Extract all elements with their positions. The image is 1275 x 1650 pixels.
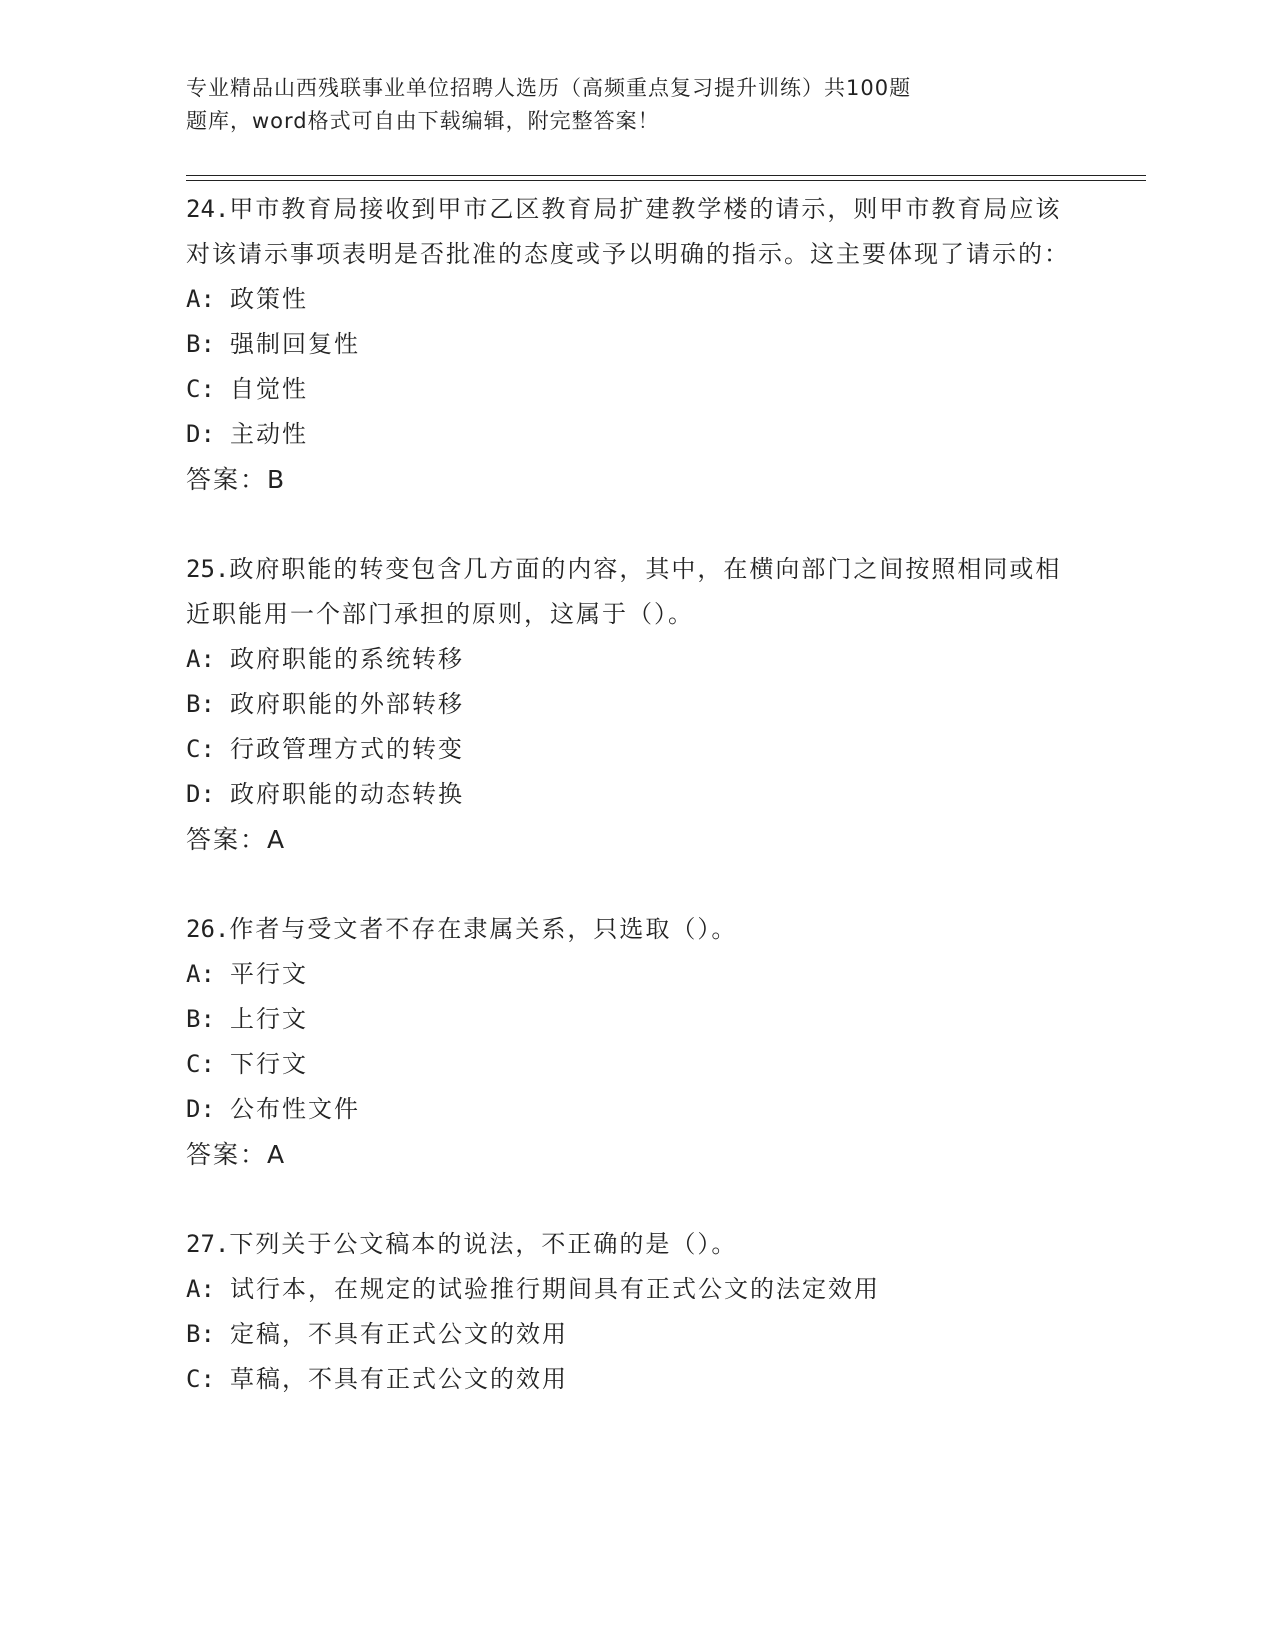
question-stem: [186, 187, 1086, 277]
option-text: 上行文: [230, 1005, 308, 1033]
option-text: 下行文: [230, 1050, 308, 1078]
option-letter: D:: [186, 420, 215, 448]
option-b: [186, 1312, 1086, 1357]
option-letter: B:: [186, 330, 215, 358]
option-a: [186, 952, 1086, 997]
option-d: [186, 412, 1086, 457]
question-24: [186, 187, 1086, 502]
option-letter: B:: [186, 1320, 215, 1348]
header-divider-top: [186, 175, 1146, 176]
header-line-2: 题库，word格式可自由下载编辑，附完整答案！: [186, 109, 660, 133]
question-text: 下列关于公文稿本的说法，不正确的是（）。: [229, 1230, 738, 1258]
question-number: 26.: [186, 915, 230, 943]
option-text: 行政管理方式的转变: [230, 735, 464, 763]
option-letter: A:: [186, 1275, 215, 1303]
option-letter: B:: [186, 690, 215, 718]
option-letter: D:: [186, 780, 215, 808]
option-b: [186, 322, 1086, 367]
option-text: 定稿，不具有正式公文的效用: [230, 1320, 568, 1348]
question-stem: [186, 907, 1086, 952]
option-text: 政策性: [230, 285, 308, 313]
option-b: [186, 682, 1086, 727]
option-text: 试行本，在规定的试验推行期间具有正式公文的法定效用: [230, 1275, 880, 1303]
option-letter: C:: [186, 1050, 215, 1078]
option-letter: A:: [186, 645, 215, 673]
document-header: [186, 72, 1106, 138]
answer-line: 答案：A: [186, 825, 287, 854]
question-text: 政府职能的转变包含几方面的内容，其中，在横向部门之间按照相同或相近职能用一个部门承担的原则，这属于（）。: [186, 555, 1062, 628]
question-number: 24.: [186, 195, 230, 223]
answer-line: 答案：B: [186, 465, 287, 494]
option-text: 平行文: [230, 960, 308, 988]
option-c: [186, 1357, 1086, 1402]
option-text: 公布性文件: [230, 1095, 360, 1123]
question-27: [186, 1222, 1086, 1402]
option-c: [186, 367, 1086, 412]
option-d: [186, 1087, 1086, 1132]
question-26: [186, 907, 1086, 1177]
option-text: 政府职能的外部转移: [230, 690, 464, 718]
option-text: 主动性: [230, 420, 308, 448]
question-list: [186, 187, 1086, 1402]
option-letter: C:: [186, 1365, 215, 1393]
option-c: [186, 727, 1086, 772]
option-a: [186, 637, 1086, 682]
option-d: [186, 772, 1086, 817]
option-text: 自觉性: [230, 375, 308, 403]
option-a: [186, 277, 1086, 322]
header-line-1: 专业精品山西残联事业单位招聘人选历（高频重点复习提升训练）共100题: [186, 76, 912, 100]
option-letter: C:: [186, 735, 215, 763]
option-text: 政府职能的系统转移: [230, 645, 464, 673]
option-b: [186, 997, 1086, 1042]
answer-line: 答案：A: [186, 1140, 287, 1169]
option-letter: D:: [186, 1095, 215, 1123]
question-number: 27.: [186, 1230, 230, 1258]
question-text: 作者与受文者不存在隶属关系，只选取（）。: [229, 915, 738, 943]
question-number: 25.: [186, 555, 230, 583]
option-text: 强制回复性: [230, 330, 360, 358]
option-letter: A:: [186, 285, 215, 313]
option-a: [186, 1267, 1086, 1312]
question-stem: [186, 547, 1086, 637]
header-divider-bottom: [186, 180, 1146, 181]
option-letter: A:: [186, 960, 215, 988]
question-stem: [186, 1222, 1086, 1267]
question-25: [186, 547, 1086, 862]
option-text: 草稿，不具有正式公文的效用: [230, 1365, 568, 1393]
option-letter: C:: [186, 375, 215, 403]
option-text: 政府职能的动态转换: [230, 780, 464, 808]
option-c: [186, 1042, 1086, 1087]
option-letter: B:: [186, 1005, 215, 1033]
question-text: 甲市教育局接收到甲市乙区教育局扩建教学楼的请示，则甲市教育局应该对该请示事项表明是否批准的态度或予以明确的指示。这主要体现了请示的：: [186, 195, 1070, 268]
